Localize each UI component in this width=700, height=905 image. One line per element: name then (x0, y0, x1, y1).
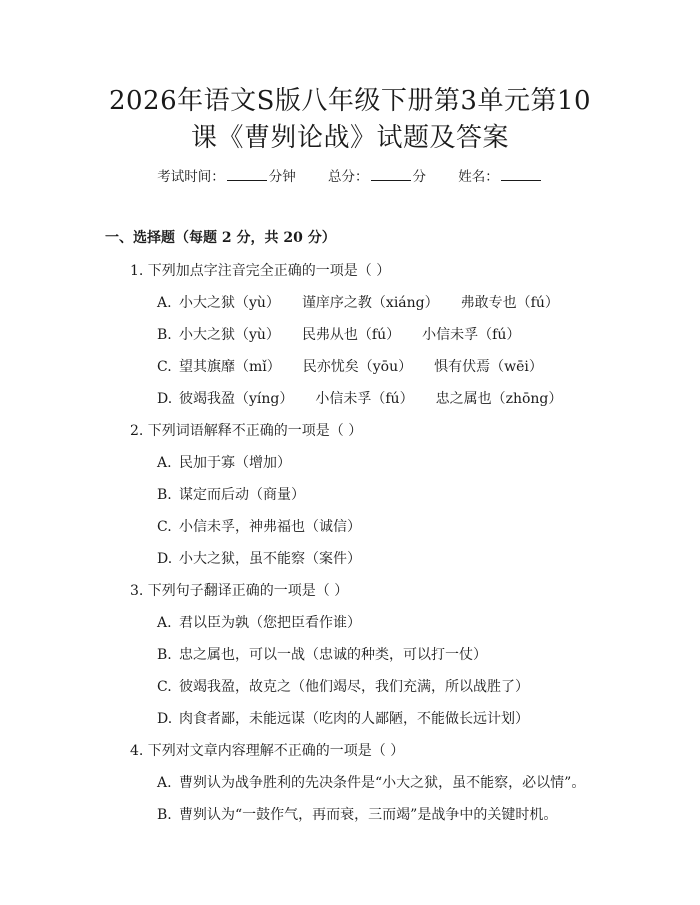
page-title-line-2: 课《曹刿论战》试题及答案 (190, 123, 509, 153)
option-row (157, 517, 361, 537)
option-row (157, 485, 305, 505)
option-row (157, 357, 565, 377)
option-row (157, 325, 542, 345)
option-text: 君以臣为孰（您把臣看作谁） (179, 615, 361, 631)
page-title-line-1: 2026年语文S版八年级下册第3单元第10 (108, 86, 592, 116)
option-row (157, 773, 585, 793)
option-text: 小大之狱（yù） (179, 295, 280, 311)
option-row (157, 805, 557, 825)
option-letter: A. (157, 455, 172, 471)
option-letter: D. (157, 551, 173, 567)
name-blank[interactable] (501, 168, 541, 181)
name-label: 姓名： (458, 169, 499, 185)
option-text: 彼竭我盈，故克之（他们竭尽，我们充满，所以战胜了） (179, 679, 529, 695)
option-row (157, 709, 529, 729)
question-stem: 3. 下列句子翻译正确的一项是（ ） (130, 583, 349, 599)
option-text: 小信未孚，神弗福也（诚信） (179, 519, 361, 535)
option-row (157, 613, 361, 633)
question-stem: 2. 下列词语解释不正确的一项是（ ） (130, 423, 363, 439)
option-letter: D. (157, 711, 173, 727)
option-text: 谋定而后动（商量） (179, 487, 305, 503)
exam-name (458, 167, 543, 187)
option-letter: A. (157, 295, 172, 311)
option-text: 忠之属也，可以一战（忠诚的种类，可以打一仗） (179, 647, 487, 663)
exam-meta (0, 167, 700, 187)
option-row (157, 645, 487, 665)
time-label: 考试时间： (157, 169, 225, 185)
option-row (157, 453, 291, 473)
question-stem: 1. 下列加点字注音完全正确的一项是（ ） (130, 263, 391, 279)
option-text: 小信未孚（fú） (422, 327, 521, 343)
option-row (157, 389, 584, 409)
option-text: 民加于寡（增加） (179, 455, 291, 471)
option-row (157, 293, 581, 313)
option-text: 小大之狱（yù） (179, 327, 280, 343)
score-blank[interactable] (371, 168, 411, 181)
option-letter: C. (157, 519, 172, 535)
option-text: 民弗从也（fú） (301, 327, 401, 343)
option-letter: A. (157, 775, 172, 791)
section-heading: 一、选择题（每题 2 分，共 20 分） (105, 230, 336, 246)
question-stem: 4. 下列对文章内容理解不正确的一项是（ ） (130, 743, 405, 759)
score-label: 总分： (328, 169, 369, 185)
option-text: 忠之属也（zhōng） (435, 391, 563, 407)
time-unit: 分钟 (268, 169, 296, 185)
option-text: 惧有伏焉（wēi） (434, 359, 543, 375)
option-row (157, 549, 361, 569)
option-letter: B. (157, 647, 172, 663)
time-blank[interactable] (227, 168, 267, 181)
option-letter: B. (157, 487, 172, 503)
option-text: 弗敢专也（fú） (460, 295, 559, 311)
option-letter: B. (157, 807, 172, 823)
exam-time (157, 167, 296, 187)
option-text: 民亦忧矣（yōu） (302, 359, 413, 375)
option-text: 望其旗靡（mǐ） (179, 359, 281, 375)
option-text: 谨庠序之教（xiáng） (301, 295, 439, 311)
option-letter: C. (157, 359, 172, 375)
option-text: 彼竭我盈（yíng） (179, 391, 294, 407)
option-letter: A. (157, 615, 172, 631)
exam-score (328, 167, 426, 187)
option-text: 曹刿认为“一鼓作气，再而衰，三而竭”是战争中的关键时机。 (179, 807, 558, 823)
option-row (157, 677, 529, 697)
option-letter: D. (157, 391, 173, 407)
option-text: 肉食者鄙，未能远谋（吃肉的人鄙陋，不能做长远计划） (179, 711, 529, 727)
option-letter: B. (157, 327, 172, 343)
option-text: 曹刿认为战争胜利的先决条件是“小大之狱，虽不能察，必以情”。 (179, 775, 586, 791)
option-text: 小大之狱，虽不能察（案件） (179, 551, 361, 567)
option-letter: C. (157, 679, 172, 695)
option-text: 小信未孚（fú） (315, 391, 414, 407)
score-unit: 分 (412, 169, 426, 185)
